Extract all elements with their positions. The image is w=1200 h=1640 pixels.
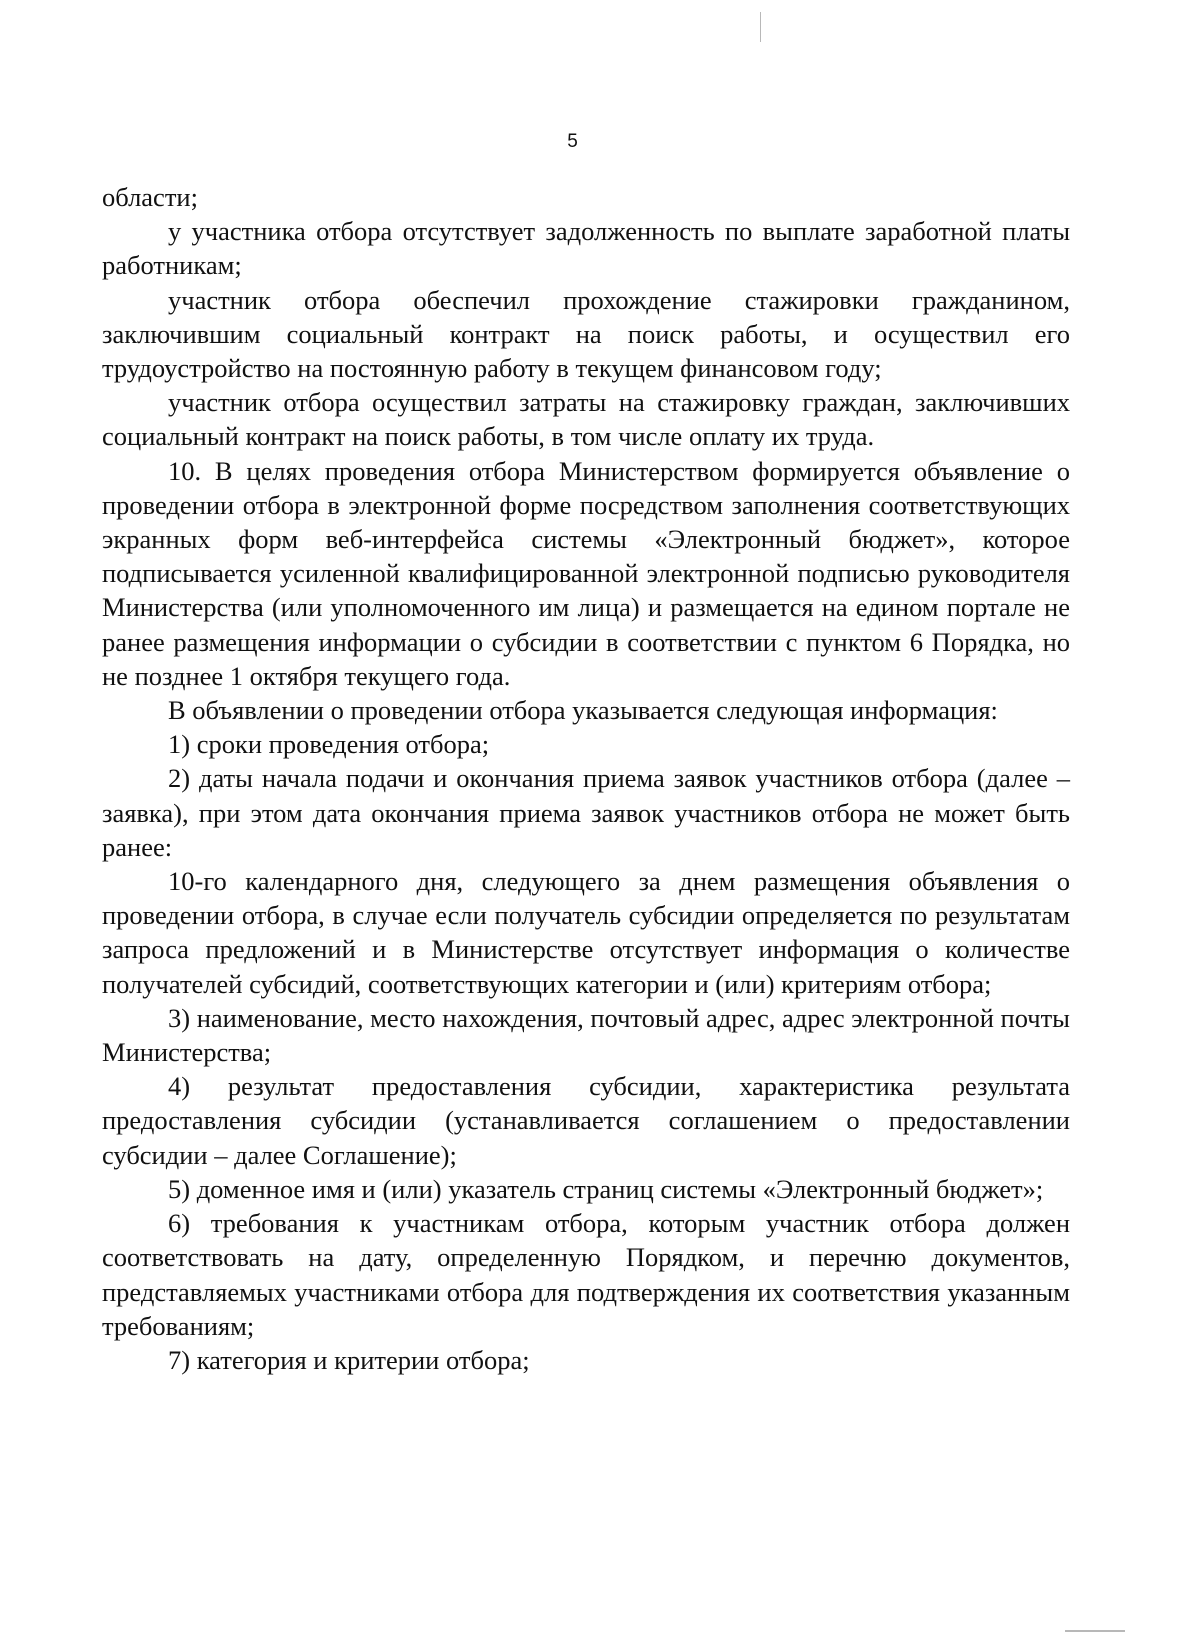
paragraph: участник отбора обеспечил прохождение стажировки гражданином, заключившим социальный контракт на поиск работы, и осуществил его трудоустройство на постоянную работу в текущем финансовом году; [102, 284, 1070, 384]
paragraph: 6) требования к участникам отбора, которым участник отбора должен соответствовать на дату, определенную Порядком, и перечню документов, представляемых участниками отбора для подтверждения их соответствия указанным требованиям; [102, 1208, 1070, 1341]
scan-edge-mark-top [760, 12, 761, 42]
paragraph: 10-го календарного дня, следующего за днем размещения объявления о проведении отбора, в случае если получатель субсидии определяется по результатам запроса предложений и в Министерстве отсутствует информация о количестве получателей субсидий, соответствующих категории и (или) критериям отбора; [102, 866, 1070, 999]
paragraph: участник отбора осуществил затраты на стажировку граждан, заключивших социальный контракт на поиск работы, в том числе оплату их труда. [102, 387, 1070, 452]
document-body [102, 180, 1070, 1377]
paragraph: у участника отбора отсутствует задолженность по выплате заработной платы работникам; [102, 216, 1070, 281]
paragraph: 3) наименование, место нахождения, почтовый адрес, адрес электронной почты Министерства; [102, 1002, 1070, 1068]
paragraph: области; [102, 182, 198, 212]
paragraph: 10. В целях проведения отбора Министерством формируется объявление о проведении отбора в электронной форме посредством заполнения соответствующих экранных форм веб-интерфейса системы «Электронный бюджет», которое подписывается усиленной квалифицированной электронной подписью руководителя Министерства (или уполномоченного им лица) и размещается на едином портале не ранее размещения информации о субсидии в соответствии с пунктом 6 Порядка, но не позднее 1 октября текущего года. [102, 455, 1070, 691]
scan-edge-mark-bottom [1065, 1630, 1125, 1632]
paragraph: 7) категория и критерии отбора; [168, 1344, 530, 1375]
page-number: 5 [567, 131, 578, 152]
paragraph: 5) доменное имя и (или) указатель страниц системы «Электронный бюджет»; [168, 1173, 1044, 1204]
paragraph: 1) сроки проведения отбора; [168, 729, 490, 760]
paragraph: 2) даты начала подачи и окончания приема заявок участников отбора (далее – заявка), при этом дата окончания приема заявок участников отбора не может быть ранее: [102, 763, 1070, 862]
paragraph: В объявлении о проведении отбора указывается следующая информация: [168, 695, 998, 726]
paragraph: 4) результат предоставления субсидии, характеристика результата предоставления субсидии (устанавливается соглашением о предоставлении субсидии – далее Соглашение); [102, 1071, 1070, 1170]
